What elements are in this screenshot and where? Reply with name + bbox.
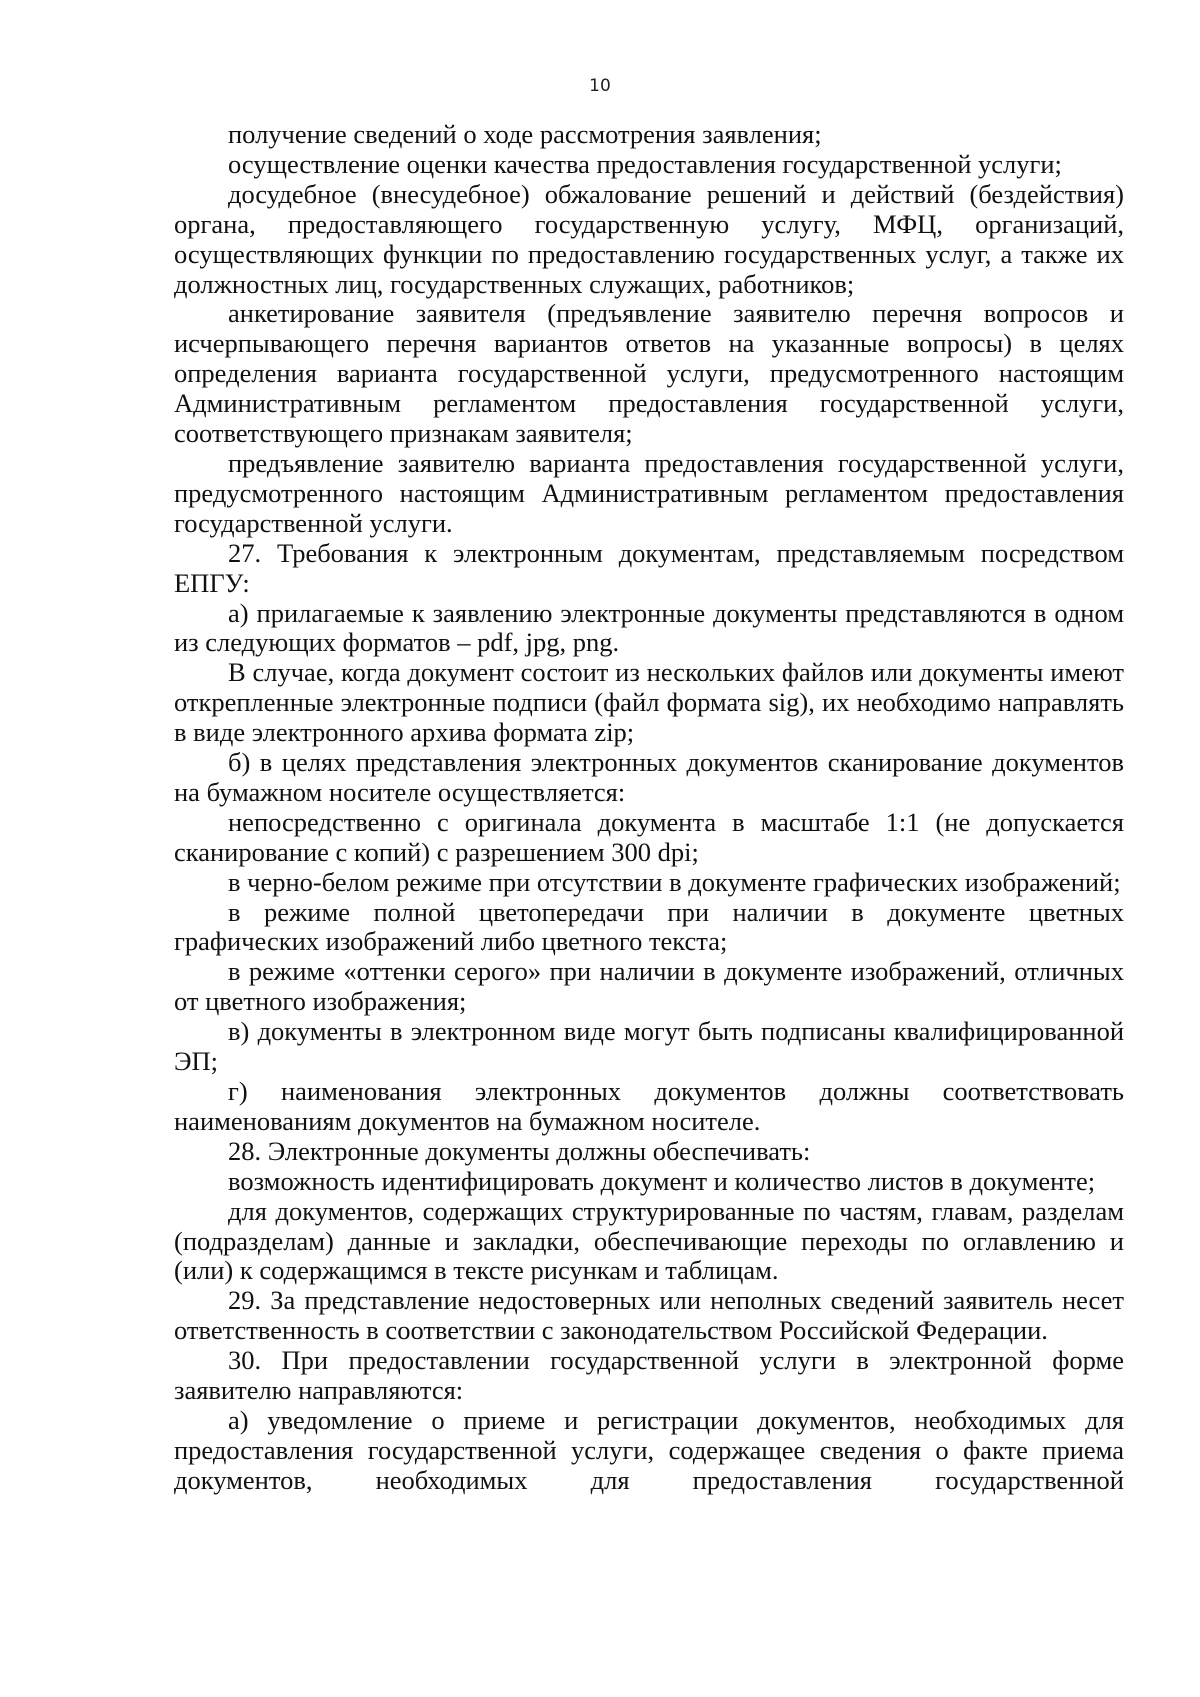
paragraph-scan-original: непосредственно с оригинала документа в масштабе 1:1 (не допускается сканирование с копий) с разрешением 300 dpi; xyxy=(174,806,1124,867)
paragraph-29-responsibility: 29. За представление недостоверных или неполных сведений заявитель несет ответственность в соответствии с законодательством Российской Федерации. xyxy=(174,1285,1124,1346)
paragraph-30-heading: 30. При предоставлении государственной услуги в электронной форме заявителю направляются: xyxy=(174,1345,1124,1406)
page-number: 10 xyxy=(589,76,611,96)
paragraph-27g-naming: г) наименования электронных документов должны соответствовать наименованиям документов на бумажном носителе. xyxy=(174,1076,1124,1136)
paragraph-27-zip-archive: В случае, когда документ состоит из нескольких файлов или документы имеют открепленные электронные подписи (файл формата sig), их необходимо направлять в виде электронного архива формата zip; xyxy=(174,657,1124,748)
paragraph-applicant-survey: анкетирование заявителя (предъявление заявителю перечня вопросов и исчерпывающего перечня вариантов ответов на указанные вопросы) в целях определения варианта государственной услуги, предусмотренного настоящим Административным регламентом предоставления государственной услуги, соответствующего признакам заявителя; xyxy=(174,298,1124,449)
paragraph-info-progress: получение сведений о ходе рассмотрения заявления; xyxy=(228,119,822,149)
paragraph-28-identify: возможность идентифицировать документ и количество листов в документе; xyxy=(228,1165,1096,1196)
paragraph-30a-notification: а) уведомление о приеме и регистрации документов, необходимых для предоставления государственной услуги, содержащее сведения о факте приема документов, необходимых для предоставления государственной xyxy=(174,1404,1124,1495)
paragraph-27b-scanning: б) в целях представления электронных документов сканирование документов на бумажном носителе осуществляется: xyxy=(174,747,1124,807)
paragraph-28-heading: 28. Электронные документы должны обеспечивать: xyxy=(228,1135,811,1166)
paragraph-28-structured: для документов, содержащих структурированные по частям, главам, разделам (подразделам) данные и закладки, обеспечивающие переходы по оглавлению и (или) к содержащимся в тексте рисункам и таблицам. xyxy=(174,1195,1124,1286)
paragraph-pretrial-appeal: досудебное (внесудебное) обжалование решений и действий (бездействия) органа, предоставляющего государственную услугу, МФЦ, организаций, осуществляющих функции по предоставлению государственных услуг, а также их должностных лиц, государственных служащих, работников; xyxy=(174,178,1124,299)
paragraph-27-heading: 27. Требования к электронным документам, представляемым посредством ЕПГУ: xyxy=(174,537,1124,598)
paragraph-quality-assessment: осуществление оценки качества предоставления государственной услуги; xyxy=(228,148,1062,179)
paragraph-27v-signature: в) документы в электронном виде могут быть подписаны квалифицированной ЭП; xyxy=(174,1016,1124,1077)
paragraph-scan-color: в режиме полной цветопередачи при наличии в документе цветных графических изображений либо цветного текста; xyxy=(174,896,1124,957)
paragraph-scan-bw: в черно-белом режиме при отсутствии в документе графических изображений; xyxy=(228,866,1121,897)
paragraph-variant-presentation: предъявление заявителю варианта предоставления государственной услуги, предусмотренного настоящим Административным регламентом предоставления государственной услуги. xyxy=(174,447,1124,538)
paragraph-scan-grayscale: в режиме «оттенки серого» при наличии в документе изображений, отличных от цветного изображения; xyxy=(174,956,1124,1017)
paragraph-27a-formats: а) прилагаемые к заявлению электронные документы представляются в одном из следующих форматов – pdf, jpg, png. xyxy=(174,597,1124,658)
document-body xyxy=(174,120,1124,1496)
